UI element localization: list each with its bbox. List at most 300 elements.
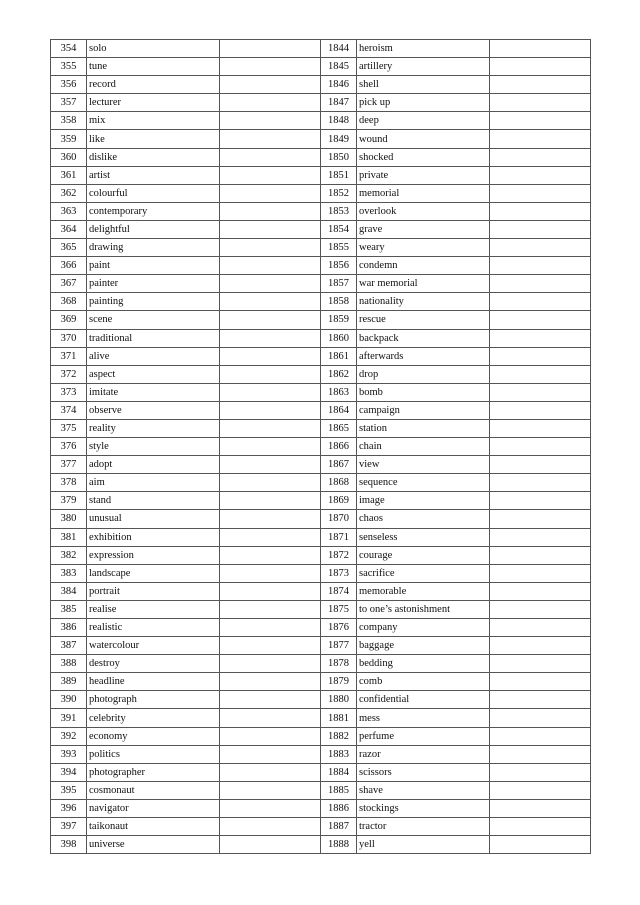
table-row (51, 130, 591, 148)
table-row (51, 383, 591, 401)
blank-cell-right (490, 600, 591, 618)
entry-word-right: shell (357, 76, 490, 94)
entry-number-right: 1856 (321, 257, 357, 275)
entry-number-left: 397 (51, 818, 87, 836)
entry-word-left: imitate (87, 383, 220, 401)
entry-number-left: 385 (51, 600, 87, 618)
blank-cell-right (490, 474, 591, 492)
entry-number-right: 1851 (321, 166, 357, 184)
table-row (51, 564, 591, 582)
entry-word-right: station (357, 419, 490, 437)
entry-number-right: 1858 (321, 293, 357, 311)
table-row (51, 474, 591, 492)
table-row (51, 673, 591, 691)
entry-word-left: painter (87, 275, 220, 293)
table-row (51, 365, 591, 383)
entry-number-left: 398 (51, 836, 87, 854)
entry-word-left: style (87, 438, 220, 456)
entry-number-left: 372 (51, 365, 87, 383)
entry-word-right: campaign (357, 401, 490, 419)
entry-number-left: 394 (51, 763, 87, 781)
entry-number-right: 1872 (321, 546, 357, 564)
entry-number-left: 392 (51, 727, 87, 745)
entry-word-right: overlook (357, 202, 490, 220)
entry-number-right: 1866 (321, 438, 357, 456)
entry-word-right: confidential (357, 691, 490, 709)
entry-word-right: baggage (357, 637, 490, 655)
blank-cell-right (490, 546, 591, 564)
entry-word-right: chain (357, 438, 490, 456)
blank-cell-right (490, 347, 591, 365)
entry-word-left: drawing (87, 239, 220, 257)
entry-word-right: view (357, 456, 490, 474)
table-row (51, 582, 591, 600)
entry-word-right: shave (357, 781, 490, 799)
entry-word-left: record (87, 76, 220, 94)
entry-word-left: mix (87, 112, 220, 130)
entry-number-left: 359 (51, 130, 87, 148)
table-row (51, 220, 591, 238)
table-row (51, 619, 591, 637)
blank-cell-right (490, 510, 591, 528)
blank-cell-left (220, 492, 321, 510)
blank-cell-left (220, 673, 321, 691)
entry-number-left: 378 (51, 474, 87, 492)
entry-word-left: stand (87, 492, 220, 510)
blank-cell-right (490, 239, 591, 257)
blank-cell-left (220, 763, 321, 781)
table-row (51, 275, 591, 293)
blank-cell-left (220, 239, 321, 257)
blank-cell-right (490, 709, 591, 727)
entry-word-left: unusual (87, 510, 220, 528)
entry-word-right: weary (357, 239, 490, 257)
table-row (51, 40, 591, 58)
blank-cell-left (220, 184, 321, 202)
blank-cell-left (220, 456, 321, 474)
entry-word-right: bomb (357, 383, 490, 401)
entry-number-left: 374 (51, 401, 87, 419)
entry-number-left: 388 (51, 655, 87, 673)
entry-word-right: wound (357, 130, 490, 148)
table-row (51, 799, 591, 817)
table-row (51, 745, 591, 763)
entry-number-left: 379 (51, 492, 87, 510)
table-row (51, 311, 591, 329)
entry-number-left: 354 (51, 40, 87, 58)
entry-number-right: 1870 (321, 510, 357, 528)
table-row (51, 58, 591, 76)
entry-number-left: 383 (51, 564, 87, 582)
entry-number-left: 364 (51, 220, 87, 238)
entry-word-left: reality (87, 419, 220, 437)
blank-cell-left (220, 58, 321, 76)
entry-word-left: colourful (87, 184, 220, 202)
blank-cell-right (490, 492, 591, 510)
entry-word-left: navigator (87, 799, 220, 817)
entry-word-left: traditional (87, 329, 220, 347)
blank-cell-right (490, 799, 591, 817)
blank-cell-left (220, 401, 321, 419)
entry-number-right: 1859 (321, 311, 357, 329)
entry-word-left: politics (87, 745, 220, 763)
entry-word-left: artist (87, 166, 220, 184)
blank-cell-left (220, 275, 321, 293)
table-row (51, 76, 591, 94)
entry-number-right: 1864 (321, 401, 357, 419)
entry-number-left: 368 (51, 293, 87, 311)
entry-number-right: 1845 (321, 58, 357, 76)
table-row (51, 239, 591, 257)
table-row (51, 438, 591, 456)
entry-number-right: 1850 (321, 148, 357, 166)
entry-number-right: 1880 (321, 691, 357, 709)
blank-cell-right (490, 58, 591, 76)
entry-number-right: 1860 (321, 329, 357, 347)
blank-cell-right (490, 257, 591, 275)
entry-number-left: 366 (51, 257, 87, 275)
blank-cell-left (220, 40, 321, 58)
table-row (51, 727, 591, 745)
blank-cell-right (490, 637, 591, 655)
entry-word-left: contemporary (87, 202, 220, 220)
entry-number-right: 1875 (321, 600, 357, 618)
entry-number-right: 1849 (321, 130, 357, 148)
blank-cell-left (220, 818, 321, 836)
blank-cell-right (490, 763, 591, 781)
entry-word-right: to one’s astonishment (357, 600, 490, 618)
blank-cell-right (490, 781, 591, 799)
entry-word-right: bedding (357, 655, 490, 673)
table-row (51, 836, 591, 854)
entry-number-left: 390 (51, 691, 87, 709)
entry-number-left: 386 (51, 619, 87, 637)
entry-number-left: 365 (51, 239, 87, 257)
entry-number-right: 1884 (321, 763, 357, 781)
table-row (51, 637, 591, 655)
entry-word-right: artillery (357, 58, 490, 76)
entry-number-right: 1844 (321, 40, 357, 58)
blank-cell-left (220, 148, 321, 166)
entry-number-left: 363 (51, 202, 87, 220)
blank-cell-right (490, 401, 591, 419)
entry-number-right: 1862 (321, 365, 357, 383)
entry-word-right: image (357, 492, 490, 510)
entry-word-left: expression (87, 546, 220, 564)
entry-word-right: tractor (357, 818, 490, 836)
entry-number-right: 1887 (321, 818, 357, 836)
blank-cell-left (220, 546, 321, 564)
table-row (51, 492, 591, 510)
blank-cell-right (490, 112, 591, 130)
blank-cell-left (220, 347, 321, 365)
entry-word-left: watercolour (87, 637, 220, 655)
entry-word-left: painting (87, 293, 220, 311)
blank-cell-left (220, 781, 321, 799)
table-row (51, 510, 591, 528)
entry-number-left: 361 (51, 166, 87, 184)
entry-word-right: comb (357, 673, 490, 691)
table-row (51, 781, 591, 799)
entry-number-left: 393 (51, 745, 87, 763)
entry-word-right: courage (357, 546, 490, 564)
entry-word-left: portrait (87, 582, 220, 600)
entry-number-left: 382 (51, 546, 87, 564)
blank-cell-left (220, 311, 321, 329)
blank-cell-left (220, 220, 321, 238)
entry-number-right: 1888 (321, 836, 357, 854)
table-row (51, 293, 591, 311)
blank-cell-left (220, 745, 321, 763)
entry-word-right: company (357, 619, 490, 637)
table-row (51, 329, 591, 347)
blank-cell-right (490, 76, 591, 94)
table-row (51, 655, 591, 673)
entry-number-right: 1847 (321, 94, 357, 112)
vocabulary-table-body (51, 40, 591, 854)
entry-number-left: 396 (51, 799, 87, 817)
blank-cell-left (220, 727, 321, 745)
blank-cell-left (220, 528, 321, 546)
blank-cell-left (220, 76, 321, 94)
entry-number-right: 1846 (321, 76, 357, 94)
entry-number-right: 1868 (321, 474, 357, 492)
entry-number-right: 1881 (321, 709, 357, 727)
entry-word-right: drop (357, 365, 490, 383)
entry-word-left: photograph (87, 691, 220, 709)
entry-word-right: razor (357, 745, 490, 763)
entry-word-right: condemn (357, 257, 490, 275)
entry-number-right: 1848 (321, 112, 357, 130)
entry-number-left: 395 (51, 781, 87, 799)
entry-word-right: memorial (357, 184, 490, 202)
entry-word-left: like (87, 130, 220, 148)
table-row (51, 528, 591, 546)
entry-word-left: photographer (87, 763, 220, 781)
entry-word-left: cosmonaut (87, 781, 220, 799)
table-row (51, 401, 591, 419)
entry-number-left: 384 (51, 582, 87, 600)
blank-cell-left (220, 836, 321, 854)
entry-word-right: yell (357, 836, 490, 854)
entry-number-left: 360 (51, 148, 87, 166)
entry-word-right: sacrifice (357, 564, 490, 582)
entry-number-left: 375 (51, 419, 87, 437)
entry-number-left: 355 (51, 58, 87, 76)
entry-word-left: headline (87, 673, 220, 691)
table-row (51, 112, 591, 130)
entry-word-left: scene (87, 311, 220, 329)
entry-number-left: 389 (51, 673, 87, 691)
blank-cell-right (490, 528, 591, 546)
table-row (51, 166, 591, 184)
entry-number-right: 1867 (321, 456, 357, 474)
blank-cell-left (220, 202, 321, 220)
blank-cell-right (490, 40, 591, 58)
blank-cell-left (220, 637, 321, 655)
blank-cell-right (490, 564, 591, 582)
vocabulary-table (50, 39, 591, 854)
entry-word-left: landscape (87, 564, 220, 582)
table-row (51, 202, 591, 220)
entry-number-right: 1882 (321, 727, 357, 745)
blank-cell-right (490, 94, 591, 112)
entry-word-left: realise (87, 600, 220, 618)
entry-word-left: taikonaut (87, 818, 220, 836)
entry-number-right: 1853 (321, 202, 357, 220)
entry-word-right: deep (357, 112, 490, 130)
blank-cell-right (490, 419, 591, 437)
entry-word-left: economy (87, 727, 220, 745)
table-row (51, 691, 591, 709)
entry-word-right: stockings (357, 799, 490, 817)
blank-cell-left (220, 799, 321, 817)
blank-cell-right (490, 148, 591, 166)
blank-cell-right (490, 275, 591, 293)
entry-word-right: sequence (357, 474, 490, 492)
entry-word-right: backpack (357, 329, 490, 347)
entry-number-right: 1876 (321, 619, 357, 637)
blank-cell-right (490, 130, 591, 148)
entry-number-left: 358 (51, 112, 87, 130)
blank-cell-left (220, 383, 321, 401)
entry-word-right: heroism (357, 40, 490, 58)
blank-cell-right (490, 727, 591, 745)
entry-word-left: tune (87, 58, 220, 76)
entry-number-right: 1869 (321, 492, 357, 510)
entry-word-left: alive (87, 347, 220, 365)
entry-word-right: mess (357, 709, 490, 727)
entry-word-right: grave (357, 220, 490, 238)
blank-cell-right (490, 582, 591, 600)
table-row (51, 456, 591, 474)
blank-cell-left (220, 329, 321, 347)
entry-word-right: nationality (357, 293, 490, 311)
entry-word-right: war memorial (357, 275, 490, 293)
entry-number-left: 381 (51, 528, 87, 546)
blank-cell-left (220, 474, 321, 492)
entry-number-left: 380 (51, 510, 87, 528)
table-row (51, 148, 591, 166)
entry-number-right: 1865 (321, 419, 357, 437)
entry-word-right: memorable (357, 582, 490, 600)
entry-number-left: 369 (51, 311, 87, 329)
blank-cell-right (490, 166, 591, 184)
blank-cell-right (490, 311, 591, 329)
table-row (51, 709, 591, 727)
blank-cell-right (490, 818, 591, 836)
entry-word-right: shocked (357, 148, 490, 166)
entry-word-right: afterwards (357, 347, 490, 365)
blank-cell-right (490, 691, 591, 709)
entry-word-left: observe (87, 401, 220, 419)
table-row (51, 600, 591, 618)
entry-number-right: 1878 (321, 655, 357, 673)
entry-number-right: 1885 (321, 781, 357, 799)
entry-number-left: 370 (51, 329, 87, 347)
blank-cell-right (490, 456, 591, 474)
entry-word-left: dislike (87, 148, 220, 166)
entry-word-right: senseless (357, 528, 490, 546)
table-row (51, 546, 591, 564)
entry-word-left: adopt (87, 456, 220, 474)
entry-number-right: 1886 (321, 799, 357, 817)
entry-number-right: 1852 (321, 184, 357, 202)
entry-number-right: 1861 (321, 347, 357, 365)
entry-number-right: 1873 (321, 564, 357, 582)
table-row (51, 184, 591, 202)
blank-cell-right (490, 202, 591, 220)
blank-cell-left (220, 112, 321, 130)
entry-number-left: 362 (51, 184, 87, 202)
blank-cell-right (490, 329, 591, 347)
entry-word-left: delightful (87, 220, 220, 238)
entry-word-right: scissors (357, 763, 490, 781)
blank-cell-left (220, 582, 321, 600)
blank-cell-right (490, 745, 591, 763)
blank-cell-left (220, 257, 321, 275)
entry-word-left: realistic (87, 619, 220, 637)
entry-word-right: pick up (357, 94, 490, 112)
blank-cell-right (490, 673, 591, 691)
entry-number-right: 1857 (321, 275, 357, 293)
entry-number-left: 376 (51, 438, 87, 456)
entry-word-left: destroy (87, 655, 220, 673)
entry-number-left: 371 (51, 347, 87, 365)
entry-number-left: 373 (51, 383, 87, 401)
entry-word-right: rescue (357, 311, 490, 329)
entry-word-left: exhibition (87, 528, 220, 546)
entry-word-left: aim (87, 474, 220, 492)
entry-word-left: solo (87, 40, 220, 58)
blank-cell-right (490, 293, 591, 311)
blank-cell-right (490, 220, 591, 238)
entry-number-left: 391 (51, 709, 87, 727)
entry-number-left: 357 (51, 94, 87, 112)
entry-word-left: aspect (87, 365, 220, 383)
table-row (51, 347, 591, 365)
blank-cell-right (490, 836, 591, 854)
entry-number-left: 377 (51, 456, 87, 474)
table-row (51, 763, 591, 781)
entry-number-right: 1855 (321, 239, 357, 257)
entry-number-right: 1877 (321, 637, 357, 655)
entry-number-right: 1874 (321, 582, 357, 600)
blank-cell-right (490, 184, 591, 202)
blank-cell-left (220, 600, 321, 618)
entry-number-right: 1854 (321, 220, 357, 238)
entry-word-right: perfume (357, 727, 490, 745)
entry-number-right: 1883 (321, 745, 357, 763)
blank-cell-left (220, 510, 321, 528)
blank-cell-left (220, 655, 321, 673)
entry-word-right: private (357, 166, 490, 184)
blank-cell-right (490, 365, 591, 383)
blank-cell-left (220, 709, 321, 727)
entry-word-left: universe (87, 836, 220, 854)
blank-cell-left (220, 94, 321, 112)
blank-cell-left (220, 130, 321, 148)
entry-number-left: 367 (51, 275, 87, 293)
entry-word-left: paint (87, 257, 220, 275)
blank-cell-left (220, 166, 321, 184)
blank-cell-left (220, 293, 321, 311)
table-row (51, 818, 591, 836)
blank-cell-right (490, 438, 591, 456)
blank-cell-left (220, 691, 321, 709)
blank-cell-left (220, 619, 321, 637)
entry-number-left: 387 (51, 637, 87, 655)
